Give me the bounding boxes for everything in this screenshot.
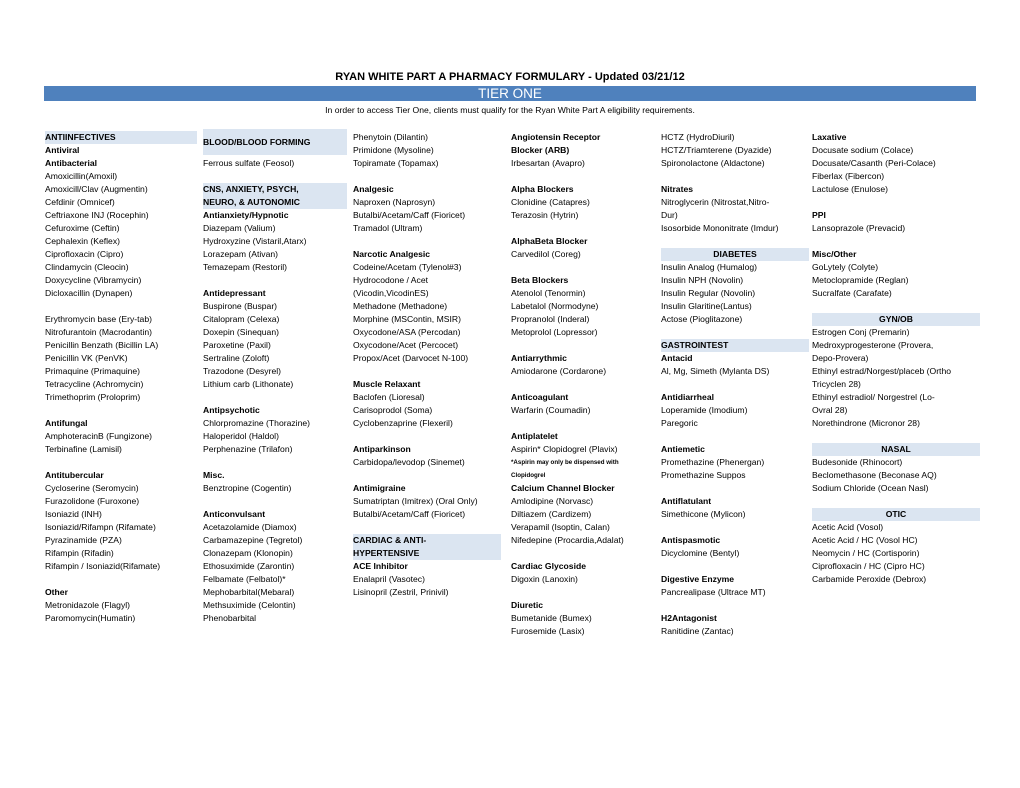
drug-entry: Acetazolamide (Diamox) xyxy=(203,522,297,532)
drug-entry: Docusate/Casanth (Peri-Colace) xyxy=(812,158,936,168)
drug-entry: Insulin Glaritine(Lantus) xyxy=(661,301,752,311)
drug-entry: Amoxicill/Clav (Augmentin) xyxy=(45,184,148,194)
drug-entry: Diltiazem (Cardizem) xyxy=(511,509,592,519)
spacer-row xyxy=(511,170,659,183)
drug-entry: HCTZ (HydroDiuril) xyxy=(661,132,735,142)
formulary-column-6 xyxy=(812,131,980,586)
spacer-row xyxy=(203,170,347,183)
category-heading: NEURO, & AUTONOMIC xyxy=(203,196,347,209)
category-heading: Antibacterial xyxy=(45,158,98,168)
drug-entry: Diazepam (Valium) xyxy=(203,223,276,233)
drug-entry: Hydroxyzine (Vistaril,Atarx) xyxy=(203,236,307,246)
drug-entry: Nifedepine (Procardia,Adalat) xyxy=(511,535,624,545)
drug-entry: Paromomycin(Humatin) xyxy=(45,613,136,623)
formulary-column-4 xyxy=(511,131,659,638)
category-heading: Antiplatelet xyxy=(511,431,558,441)
drug-entry: Ethinyl estrad/Norgest/placeb (Ortho xyxy=(812,366,951,376)
drug-entry: Morphine (MSContin, MSIR) xyxy=(353,314,461,324)
spacer-row xyxy=(661,482,809,495)
drug-entry: Fiberlax (Fibercon) xyxy=(812,171,885,181)
category-heading: DIABETES xyxy=(661,248,809,261)
drug-entry: Sertraline (Zoloft) xyxy=(203,353,270,363)
drug-entry: Metoprolol (Lopressor) xyxy=(511,327,598,337)
drug-entry: Carbamide Peroxide (Debrox) xyxy=(812,574,927,584)
drug-entry: Verapamil (Isoptin, Calan) xyxy=(511,522,610,532)
category-heading: *Aspirin may only be dispensed with xyxy=(511,459,619,466)
spacer-row xyxy=(511,261,659,274)
eligibility-note: In order to access Tier One, clients must qualify for the Ryan White Part A eligibility requirements. xyxy=(325,105,695,115)
category-heading: Narcotic Analgesic xyxy=(353,249,431,259)
drug-entry: Chlorpromazine (Thorazine) xyxy=(203,418,310,428)
category-heading: HYPERTENSIVE xyxy=(353,547,501,560)
drug-entry: Atenolol (Tenormin) xyxy=(511,288,586,298)
drug-entry: Doxycycline (Vibramycin) xyxy=(45,275,142,285)
drug-entry: Neomycin / HC (Cortisporin) xyxy=(812,548,920,558)
drug-entry: Doxepin (Sinequan) xyxy=(203,327,279,337)
drug-entry: Hydrocodone / Acet xyxy=(353,275,429,285)
drug-entry: Furazolidone (Furoxone) xyxy=(45,496,140,506)
category-heading: Antiviral xyxy=(45,145,80,155)
category-heading: Misc/Other xyxy=(812,249,857,259)
tier-banner: TIER ONE xyxy=(44,86,976,101)
category-heading: OTIC xyxy=(812,508,980,521)
drug-entry: Phenobarbital xyxy=(203,613,257,623)
category-heading: ANTIINFECTIVES xyxy=(45,131,197,144)
spacer-row xyxy=(45,456,197,469)
drug-entry: Carvedilol (Coreg) xyxy=(511,249,581,259)
category-heading: Antianxiety/Hypnotic xyxy=(203,210,289,220)
category-heading: BLOOD/BLOOD FORMING xyxy=(203,129,347,155)
spacer-row xyxy=(812,495,980,508)
drug-entry: Terbinafine (Lamisil) xyxy=(45,444,122,454)
drug-entry: Ethinyl estradiol/ Norgestrel (Lo- xyxy=(812,392,935,402)
spacer-row xyxy=(812,430,980,443)
spacer-row xyxy=(45,300,197,313)
drug-entry: Al, Mg, Simeth (Mylanta DS) xyxy=(661,366,770,376)
spacer-row xyxy=(511,222,659,235)
drug-entry: Pyrazinamide (PZA) xyxy=(45,535,122,545)
drug-entry: Lansoprazole (Prevacid) xyxy=(812,223,906,233)
spacer-row xyxy=(661,560,809,573)
spacer-row xyxy=(45,573,197,586)
drug-entry: Irbesartan (Avapro) xyxy=(511,158,585,168)
drug-entry: Methadone (Methadone) xyxy=(353,301,448,311)
drug-entry: Sumatriptan (Imitrex) (Oral Only) xyxy=(353,496,478,506)
spacer-row xyxy=(511,339,659,352)
category-heading: Blocker (ARB) xyxy=(511,145,570,155)
spacer-row xyxy=(511,547,659,560)
drug-entry: Bumetanide (Bumex) xyxy=(511,613,592,623)
drug-entry: Ranitidine (Zantac) xyxy=(661,626,734,636)
drug-entry: Temazepam (Restoril) xyxy=(203,262,288,272)
drug-entry: Oxycodone/Acet (Percocet) xyxy=(353,340,459,350)
drug-entry: Nitrofurantoin (Macrodantin) xyxy=(45,327,152,337)
drug-entry: Nitroglycerin (Nitrostat,Nitro- xyxy=(661,197,770,207)
category-heading: ACE Inhibitor xyxy=(353,561,408,571)
spacer-row xyxy=(661,170,809,183)
drug-entry: Insulin Regular (Novolin) xyxy=(661,288,756,298)
category-heading: AlphaBeta Blocker xyxy=(511,236,588,246)
drug-entry: Clonazepam (Klonopin) xyxy=(203,548,293,558)
spacer-row xyxy=(511,586,659,599)
category-heading: Analgesic xyxy=(353,184,394,194)
drug-entry: Warfarin (Coumadin) xyxy=(511,405,591,415)
category-heading: Diuretic xyxy=(511,600,543,610)
drug-entry: Primaquine (Primaquine) xyxy=(45,366,141,376)
category-heading: Anticoagulant xyxy=(511,392,569,402)
drug-entry: Isosorbide Mononitrate (Imdur) xyxy=(661,223,779,233)
spacer-row xyxy=(353,235,501,248)
drug-entry: Carisoprodol (Soma) xyxy=(353,405,433,415)
drug-entry: Buspirone (Buspar) xyxy=(203,301,278,311)
drug-entry: Metronidazole (Flagyl) xyxy=(45,600,131,610)
drug-entry: Rifampin (Rifadin) xyxy=(45,548,114,558)
spacer-row xyxy=(203,274,347,287)
spacer-row xyxy=(353,469,501,482)
drug-entry: Propranolol (Inderal) xyxy=(511,314,590,324)
drug-entry: Perphenazine (Trilafon) xyxy=(203,444,293,454)
category-heading: Misc. xyxy=(203,470,225,480)
drug-entry: Penicillin Benzath (Bicillin LA) xyxy=(45,340,159,350)
drug-entry: Beclomethasone (Beconase AQ) xyxy=(812,470,937,480)
formulary-column-5 xyxy=(661,131,809,638)
drug-entry: Loperamide (Imodium) xyxy=(661,405,748,415)
drug-entry: Cephalexin (Keflex) xyxy=(45,236,120,246)
category-heading: GASTROINTEST xyxy=(661,339,809,352)
category-heading: Antidiarrheal xyxy=(661,392,715,402)
spacer-row xyxy=(353,170,501,183)
spacer-row xyxy=(812,300,980,313)
drug-entry: Phenytoin (Dilantin) xyxy=(353,132,428,142)
drug-entry: Primidone (Mysoline) xyxy=(353,145,434,155)
drug-entry: Amlodipine (Norvasc) xyxy=(511,496,594,506)
drug-entry: Depo-Provera) xyxy=(812,353,869,363)
spacer-row xyxy=(353,365,501,378)
drug-entry: Trazodone (Desyrel) xyxy=(203,366,282,376)
category-heading: Antipsychotic xyxy=(203,405,260,415)
drug-entry: Baclofen (Lioresal) xyxy=(353,392,425,402)
drug-entry: Tetracycline (Achromycin) xyxy=(45,379,144,389)
drug-entry: Haloperidol (Haldol) xyxy=(203,431,279,441)
category-heading: NASAL xyxy=(812,443,980,456)
drug-entry: Actose (Pioglitazone) xyxy=(661,314,743,324)
category-heading: Antiparkinson xyxy=(353,444,411,454)
drug-entry: Digoxin (Lanoxin) xyxy=(511,574,578,584)
drug-entry: Cycloserine (Seromycin) xyxy=(45,483,139,493)
drug-entry: Benztropine (Cogentin) xyxy=(203,483,292,493)
drug-entry: Medroxyprogesterone (Provera, xyxy=(812,340,934,350)
drug-entry: Cefdinir (Omnicef) xyxy=(45,197,115,207)
drug-entry: Naproxen (Naprosyn) xyxy=(353,197,436,207)
drug-entry: Ferrous sulfate (Feosol) xyxy=(203,158,295,168)
spacer-row xyxy=(353,430,501,443)
spacer-row xyxy=(812,235,980,248)
category-heading: Antiarrythmic xyxy=(511,353,567,363)
spacer-row xyxy=(203,391,347,404)
drug-entry: Amiodarone (Cordarone) xyxy=(511,366,607,376)
drug-entry: Acetic Acid / HC (Vosol HC) xyxy=(812,535,918,545)
spacer-row xyxy=(661,430,809,443)
drug-entry: Lithium carb (Lithonate) xyxy=(203,379,294,389)
spacer-row xyxy=(511,417,659,430)
category-heading: Antacid xyxy=(661,353,693,363)
drug-entry: Estrogen Conj (Premarin) xyxy=(812,327,910,337)
spacer-row xyxy=(511,378,659,391)
drug-entry: AmphoteracinB (Fungizone) xyxy=(45,431,152,441)
spacer-row xyxy=(203,456,347,469)
formulary-column-1 xyxy=(45,131,197,625)
drug-entry: Paroxetine (Paxil) xyxy=(203,340,271,350)
drug-entry: Codeine/Acetam (Tylenol#3) xyxy=(353,262,462,272)
spacer-row xyxy=(661,599,809,612)
drug-entry: Topiramate (Topamax) xyxy=(353,158,439,168)
drug-entry: Methsuximide (Celontin) xyxy=(203,600,296,610)
drug-entry: Ceftriaxone INJ (Rocephin) xyxy=(45,210,149,220)
category-heading: Calcium Channel Blocker xyxy=(511,483,615,493)
drug-entry: Spironolactone (Aldactone) xyxy=(661,158,765,168)
drug-entry: Insulin NPH (Novolin) xyxy=(661,275,744,285)
drug-entry: Mephobarbital(Mebaral) xyxy=(203,587,295,597)
drug-entry: Lisinopril (Zestril, Prinivil) xyxy=(353,587,449,597)
drug-entry: Erythromycin base (Ery-tab) xyxy=(45,314,152,324)
category-heading: H2Antagonist xyxy=(661,613,717,623)
drug-entry: Isoniazid/Rifampn (Rifamate) xyxy=(45,522,156,532)
drug-entry: (Vicodin,VicodinES) xyxy=(353,288,429,298)
drug-entry: Clonidine (Catapres) xyxy=(511,197,590,207)
category-heading: GYN/OB xyxy=(812,313,980,326)
drug-entry: Butalbi/Acetam/Caff (Fioricet) xyxy=(353,509,466,519)
drug-entry: Amoxicillin(Amoxil) xyxy=(45,171,118,181)
drug-entry: Dur) xyxy=(661,210,678,220)
drug-entry: Dicloxacillin (Dynapen) xyxy=(45,288,133,298)
spacer-row xyxy=(353,521,501,534)
category-heading: Antiflatulant xyxy=(661,496,712,506)
drug-entry: Aspirin* Clopidogrel (Plavix) xyxy=(511,444,618,454)
drug-entry: Penicillin VK (PenVK) xyxy=(45,353,128,363)
drug-entry: Enalapril (Vasotec) xyxy=(353,574,425,584)
drug-entry: GoLytely (Colyte) xyxy=(812,262,879,272)
category-heading: CNS, ANXIETY, PSYCH, xyxy=(203,183,347,196)
drug-entry: Felbamate (Felbatol)* xyxy=(203,574,286,584)
drug-entry: Labetalol (Normodyne) xyxy=(511,301,599,311)
spacer-row xyxy=(45,404,197,417)
drug-entry: Oxycodone/ASA (Percodan) xyxy=(353,327,461,337)
drug-entry: Tramadol (Ultram) xyxy=(353,223,423,233)
drug-entry: Citalopram (Celexa) xyxy=(203,314,280,324)
drug-entry: Promethazine Suppos xyxy=(661,470,746,480)
drug-entry: Cyclobenzaprine (Flexeril) xyxy=(353,418,453,428)
category-heading: Angiotensin Receptor xyxy=(511,132,601,142)
category-heading: Clopidogrel xyxy=(511,472,546,479)
drug-entry: Acetic Acid (Vosol) xyxy=(812,522,884,532)
spacer-row xyxy=(661,378,809,391)
category-heading: Beta Blockers xyxy=(511,275,569,285)
drug-entry: Carbidopa/levodop (Sinemet) xyxy=(353,457,465,467)
page-title: RYAN WHITE PART A PHARMACY FORMULARY - Updated 03/21/12 xyxy=(335,71,685,83)
drug-entry: Sodium Chloride (Ocean Nasl) xyxy=(812,483,929,493)
category-heading: Alpha Blockers xyxy=(511,184,574,194)
drug-entry: Ovral 28) xyxy=(812,405,848,415)
category-heading: Laxative xyxy=(812,132,847,142)
drug-entry: Budesonide (Rhinocort) xyxy=(812,457,903,467)
drug-entry: Butalbi/Acetam/Caff (Fioricet) xyxy=(353,210,466,220)
drug-entry: Cefuroxime (Ceftin) xyxy=(45,223,120,233)
formulary-column-2 xyxy=(203,131,347,625)
formulary-column-3 xyxy=(353,131,501,599)
category-heading: Antitubercular xyxy=(45,470,104,480)
category-heading: Anticonvulsant xyxy=(203,509,266,519)
drug-entry: Simethicone (Mylicon) xyxy=(661,509,746,519)
category-heading: Antidepressant xyxy=(203,288,266,298)
spacer-row xyxy=(661,521,809,534)
category-heading: CARDIAC & ANTI- xyxy=(353,534,501,547)
drug-entry: Sucralfate (Carafate) xyxy=(812,288,892,298)
drug-entry: Paregoric xyxy=(661,418,698,428)
drug-entry: Tricyclen 28) xyxy=(812,379,861,389)
drug-entry: Lorazepam (Ativan) xyxy=(203,249,278,259)
drug-entry: Dicyclomine (Bentyl) xyxy=(661,548,740,558)
spacer-row xyxy=(661,235,809,248)
drug-entry: Lactulose (Enulose) xyxy=(812,184,888,194)
drug-entry: Trimethoprim (Proloprim) xyxy=(45,392,141,402)
drug-entry: Rifampin / Isoniazid(Rifamate) xyxy=(45,561,161,571)
drug-entry: Norethindrone (Micronor 28) xyxy=(812,418,920,428)
category-heading: Muscle Relaxant xyxy=(353,379,421,389)
drug-entry: Docusate sodium (Colace) xyxy=(812,145,914,155)
category-heading: Antiemetic xyxy=(661,444,705,454)
drug-entry: Ciprofloxacin / HC (Cipro HC) xyxy=(812,561,925,571)
drug-entry: Promethazine (Phenergan) xyxy=(661,457,765,467)
category-heading: Cardiac Glycoside xyxy=(511,561,586,571)
drug-entry: Propox/Acet (Darvocet N-100) xyxy=(353,353,469,363)
spacer-row xyxy=(661,326,809,339)
drug-entry: Carbamazepine (Tegretol) xyxy=(203,535,303,545)
category-heading: Other xyxy=(45,587,68,597)
drug-entry: HCTZ/Triamterene (Dyazide) xyxy=(661,145,772,155)
category-heading: Antimigraine xyxy=(353,483,406,493)
drug-entry: Furosemide (Lasix) xyxy=(511,626,585,636)
drug-entry: Insulin Analog (Humalog) xyxy=(661,262,758,272)
category-heading: Antispasmotic xyxy=(661,535,721,545)
drug-entry: Clindamycin (Cleocin) xyxy=(45,262,129,272)
drug-entry: Metoclopramide (Reglan) xyxy=(812,275,909,285)
category-heading: Digestive Enzyme xyxy=(661,574,735,584)
drug-entry: Terazosin (Hytrin) xyxy=(511,210,579,220)
category-heading: Antifungal xyxy=(45,418,88,428)
spacer-row xyxy=(203,495,347,508)
drug-entry: Isoniazid (INH) xyxy=(45,509,102,519)
category-heading: Nitrates xyxy=(661,184,693,194)
drug-entry: Ethosuximide (Zarontin) xyxy=(203,561,295,571)
category-heading: PPI xyxy=(812,210,826,220)
spacer-row xyxy=(812,196,980,209)
drug-entry: Pancrealipase (Ultrace MT) xyxy=(661,587,766,597)
drug-entry: Ciprofloxacin (Cipro) xyxy=(45,249,124,259)
